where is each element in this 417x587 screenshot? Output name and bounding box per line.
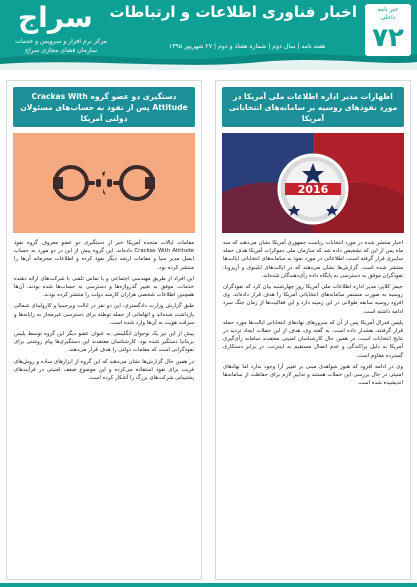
article-body — [14, 239, 194, 382]
article-paragraph: اخبار منتشر شده در مورد انتخابات ریاست جمهوری آمریکا نشان می‌دهند که سه ماه پس از این که تشخیص داده شد که سازمان ملی دموکرات آمریکا هدف حمله سایبری قرار گرفته است، اطلاعاتی در مورد نفوذ به سامانه‌های انتخاباتی ایالت‌ها منتشر شده است. گزارش‌ها نشان می‌دهند که در ایالت‌های ایلینوی و آریزونا، نفوذگران موفق به دسترسی به پایگاه داده رأی‌دهندگان شده‌اند. — [223, 240, 403, 279]
issue-badge — [365, 4, 411, 56]
issue-meta: هفته نامه | سال دوم | شماره هفتاد و دوم | ۲۷ شهریور ۱۳۹۵ — [168, 43, 326, 50]
article-paragraph: وی در ادامه افزود که هنوز شواهدی مبنی بر تغییر آرا وجود ندارد اما نهادهای امنیتی در حال بررسی این حملات هستند و تدابیر لازم برای حفاظت از سامانه‌ها اندیشیده شده است. — [223, 363, 403, 387]
newsletter-title: اخبار فناوری اطلاعات و ارتباطات — [109, 3, 357, 21]
article-body — [223, 239, 403, 387]
article-paragraph: این افراد از طریق مهندسی اجتماعی و با تماس تلفنی با شرکت‌های ارائه دهنده خدمات، موفق به تغییر گذرواژه‌ها و دسترسی به حساب‌ها شده بودند. آن‌ها همچنین اطلاعات شخصی هزاران کارمند دولت را منتشر کرده بودند. — [14, 275, 194, 299]
article-russia-election — [215, 80, 411, 580]
election-image — [222, 133, 404, 233]
handcuffs-image — [13, 133, 195, 233]
logo-wordmark: سراج — [18, 1, 93, 34]
issue-number: ۷۲ — [372, 23, 404, 53]
article-paragraph: جیمز کلاپر، مدیر اداره اطلاعات ملی آمریکا روز چهارشنبه بیان کرد که نفوذگران روسیه به صورت مستمر سامانه‌های انتخاباتی آمریکا را هدف قرار داده‌اند. وی افزود روسیه سابقه طولانی در این زمینه دارد و این فعالیت‌ها از زمان جنگ سرد ادامه داشته است. — [223, 284, 403, 315]
article-crackas-arrest — [6, 80, 202, 580]
election-illustration — [222, 133, 404, 233]
seraj-logo — [8, 0, 118, 34]
issue-label: خبر نامه داخلی — [377, 6, 399, 21]
badge-year: 2016 — [297, 183, 329, 196]
tagline-line-1: مرکز نرم افزار و سرویس و خدمات — [15, 38, 107, 45]
article-paragraph: پیش از این نیز یک نوجوان انگلیسی به عنوان عضو دیگر این گروه توسط پلیس بریتانیا دستگیر شده بود. کارشناسان معتقدند این دستگیری‌ها پیام روشنی برای نفوذگرانی است که مقامات دولتی را هدف قرار می‌دهند. — [14, 331, 194, 354]
footer-band — [0, 583, 417, 587]
article-paragraph: مقامات ایالات متحده آمریکا خبر از دستگیری دو عضو معروف گروه نفوذ Crackas With Attitude داده‌اند. این گروه پیش از این در دو مورد به حساب ایمیل مدیر سیا و مقامات ارشد دیگر نفوذ کرده و اطلاعات محرمانه آن‌ها را منتشر کرده بود. — [14, 240, 195, 271]
article-paragraph: طبق گزارش وزارت دادگستری، این دو نفر در ایالت ویرجینیا و کارولینای شمالی بازداشت شده‌اند و اتهاماتی از جمله توطئه برای دسترسی غیرمجاز به رایانه‌ها و سرقت هویت به آن‌ها وارد شده است. — [14, 303, 194, 326]
newsletter-header — [0, 0, 417, 70]
tagline-line-2: سازمان فضای مجازی سراج — [24, 46, 98, 54]
organization-tagline — [6, 38, 116, 55]
article-title: دستگیری دو عضو گروه Crackas With Attitude پس از نفوذ به حساب‌های مسئولان دولتی آمریکا — [13, 87, 195, 127]
article-paragraph: پلیس فدرال آمریکا پس از آن که سرورهای نهادهای انتخاباتی ایالت‌ها مورد حمله قرار گرفتند، هشدار داده است. به گفته وی، هدف از این حملات ایجاد تردید در نتایج انتخابات است. در همین حال کارشناسان امنیتی معتقدند سامانه رأی‌گیری آمریکا به دلیل پراکندگی و عدم اتصال مستقیم به اینترنت، در برابر دستکاری گسترده مقاوم است. — [223, 319, 403, 359]
article-title: اظهارات مدیر اداره اطلاعات ملی آمریکا در مورد نفوذهای روسیه بر سامانه‌های انتخاباتی آمریکا — [222, 87, 404, 127]
broken-handcuffs-illustration — [13, 133, 195, 233]
article-paragraph: در همین حال گزارش‌ها نشان می‌دهند که این گروه از ابزارهای ساده و روش‌های فریب برای نفوذ استفاده می‌کرده و این موضوع ضعف امنیتی در فرآیندهای پشتیبانی شرکت‌های بزرگ را آشکار کرده است. — [14, 358, 194, 382]
